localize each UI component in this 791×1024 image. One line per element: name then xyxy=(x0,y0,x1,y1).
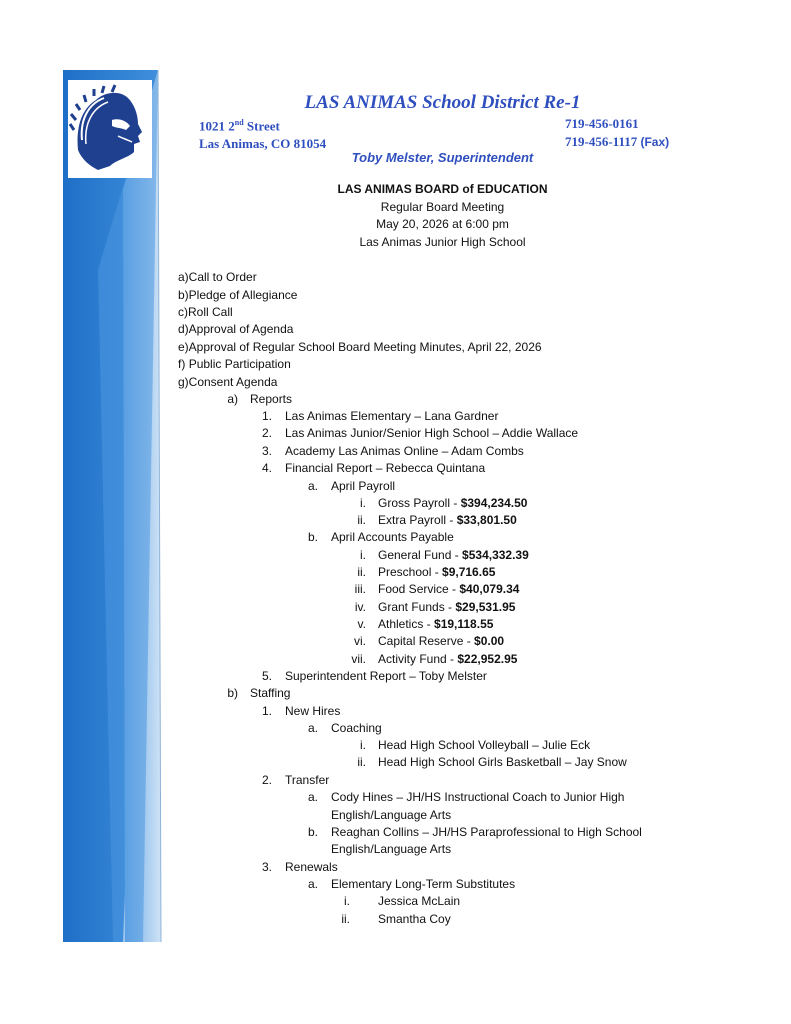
list-item-continuation: English/Language Arts xyxy=(331,808,452,822)
agenda-item: c)Roll Call xyxy=(178,305,233,319)
list-item: Reaghan Collins – JH/HS Paraprofessional to High School xyxy=(331,825,642,839)
payable-line: Preschool - $9,716.65 xyxy=(378,565,496,579)
list-marker: vi. xyxy=(354,634,366,648)
list-marker: a) xyxy=(227,392,238,406)
list-marker: b) xyxy=(227,686,238,700)
list-marker: iii. xyxy=(354,582,366,596)
payable-heading: April Accounts Payable xyxy=(331,530,454,544)
list-marker: i. xyxy=(360,496,366,510)
address-line-2: Las Animas, CO 81054 xyxy=(199,136,327,151)
list-item: Las Animas Elementary – Lana Gardner xyxy=(285,409,499,423)
board-name: LAS ANIMAS BOARD of EDUCATION xyxy=(337,182,548,196)
list-item: Superintendent Report – Toby Melster xyxy=(285,669,487,683)
meeting-datetime: May 20, 2026 at 6:00 pm xyxy=(376,217,509,231)
agenda-item: g)Consent Agenda xyxy=(178,375,278,389)
list-item: Transfer xyxy=(285,773,330,787)
superintendent-name: Toby Melster, Superintendent xyxy=(351,150,534,165)
list-marker: i. xyxy=(360,738,366,752)
list-item-continuation: English/Language Arts xyxy=(331,842,452,856)
list-item: Smantha Coy xyxy=(378,912,451,926)
payable-line: Capital Reserve - $0.00 xyxy=(378,634,505,648)
list-marker: 3. xyxy=(261,444,272,458)
payroll-line: Extra Payroll - $33,801.50 xyxy=(378,513,517,527)
list-marker: a. xyxy=(307,790,318,804)
payable-line: Athletics - $19,118.55 xyxy=(378,617,494,631)
list-item: Coaching xyxy=(331,721,382,735)
list-marker: 4. xyxy=(261,461,272,475)
list-item: Jessica McLain xyxy=(378,894,461,908)
meeting-location: Las Animas Junior High School xyxy=(359,235,526,249)
list-marker: a. xyxy=(307,877,318,891)
list-marker: a. xyxy=(307,479,318,493)
list-item: Financial Report – Rebecca Quintana xyxy=(285,461,486,475)
meeting-type: Regular Board Meeting xyxy=(380,200,505,214)
list-marker: 2. xyxy=(261,426,272,440)
payable-line: Activity Fund - $22,952.95 xyxy=(378,652,518,666)
reports-heading: Reports xyxy=(250,392,293,406)
list-item: Las Animas Junior/Senior High School – Addie Wallace xyxy=(285,426,579,440)
list-item: Elementary Long-Term Substitutes xyxy=(331,877,516,891)
phone-number: 719-456-0161 xyxy=(565,116,639,131)
agenda-item: f) Public Participation xyxy=(178,357,291,371)
staffing-heading: Staffing xyxy=(250,686,291,700)
list-item: Cody Hines – JH/HS Instructional Coach to Junior High xyxy=(331,790,625,804)
fax-number: 719-456-1117 (Fax) xyxy=(565,134,670,149)
list-marker: ii. xyxy=(357,565,366,579)
list-marker: 1. xyxy=(261,409,272,423)
address-line-1: 1021 2nd Street xyxy=(199,118,280,134)
list-marker: vii. xyxy=(351,652,366,666)
list-item: New Hires xyxy=(285,704,341,718)
list-marker: 1. xyxy=(261,704,272,718)
payable-line: General Fund - $534,332.39 xyxy=(378,548,529,562)
list-marker: ii. xyxy=(341,912,350,926)
list-marker: ii. xyxy=(357,755,366,769)
list-item: Head High School Volleyball – Julie Eck xyxy=(378,738,591,752)
list-marker: ii. xyxy=(357,513,366,527)
list-marker: b. xyxy=(307,825,318,839)
list-marker: i. xyxy=(344,894,350,908)
list-marker: 2. xyxy=(261,773,272,787)
list-marker: 5. xyxy=(261,669,272,683)
list-marker: iv. xyxy=(354,600,366,614)
payroll-line: Gross Payroll - $394,234.50 xyxy=(378,496,528,510)
agenda-item: e)Approval of Regular School Board Meeting Minutes, April 22, 2026 xyxy=(178,340,542,354)
list-item: Head High School Girls Basketball – Jay Snow xyxy=(378,755,627,769)
agenda-item: b)Pledge of Allegiance xyxy=(178,288,298,302)
payroll-heading: April Payroll xyxy=(331,479,396,493)
list-marker: 3. xyxy=(261,860,272,874)
list-marker: i. xyxy=(360,548,366,562)
list-marker: b. xyxy=(307,530,318,544)
list-item: Academy Las Animas Online – Adam Combs xyxy=(285,444,524,458)
list-marker: v. xyxy=(357,617,366,631)
payable-line: Food Service - $40,079.34 xyxy=(378,582,520,596)
district-name: LAS ANIMAS School District Re-1 xyxy=(304,92,581,113)
payable-line: Grant Funds - $29,531.95 xyxy=(378,600,516,614)
agenda-item: d)Approval of Agenda xyxy=(178,322,294,336)
agenda-item: a)Call to Order xyxy=(178,270,257,284)
list-marker: a. xyxy=(307,721,318,735)
list-item: Renewals xyxy=(285,860,338,874)
